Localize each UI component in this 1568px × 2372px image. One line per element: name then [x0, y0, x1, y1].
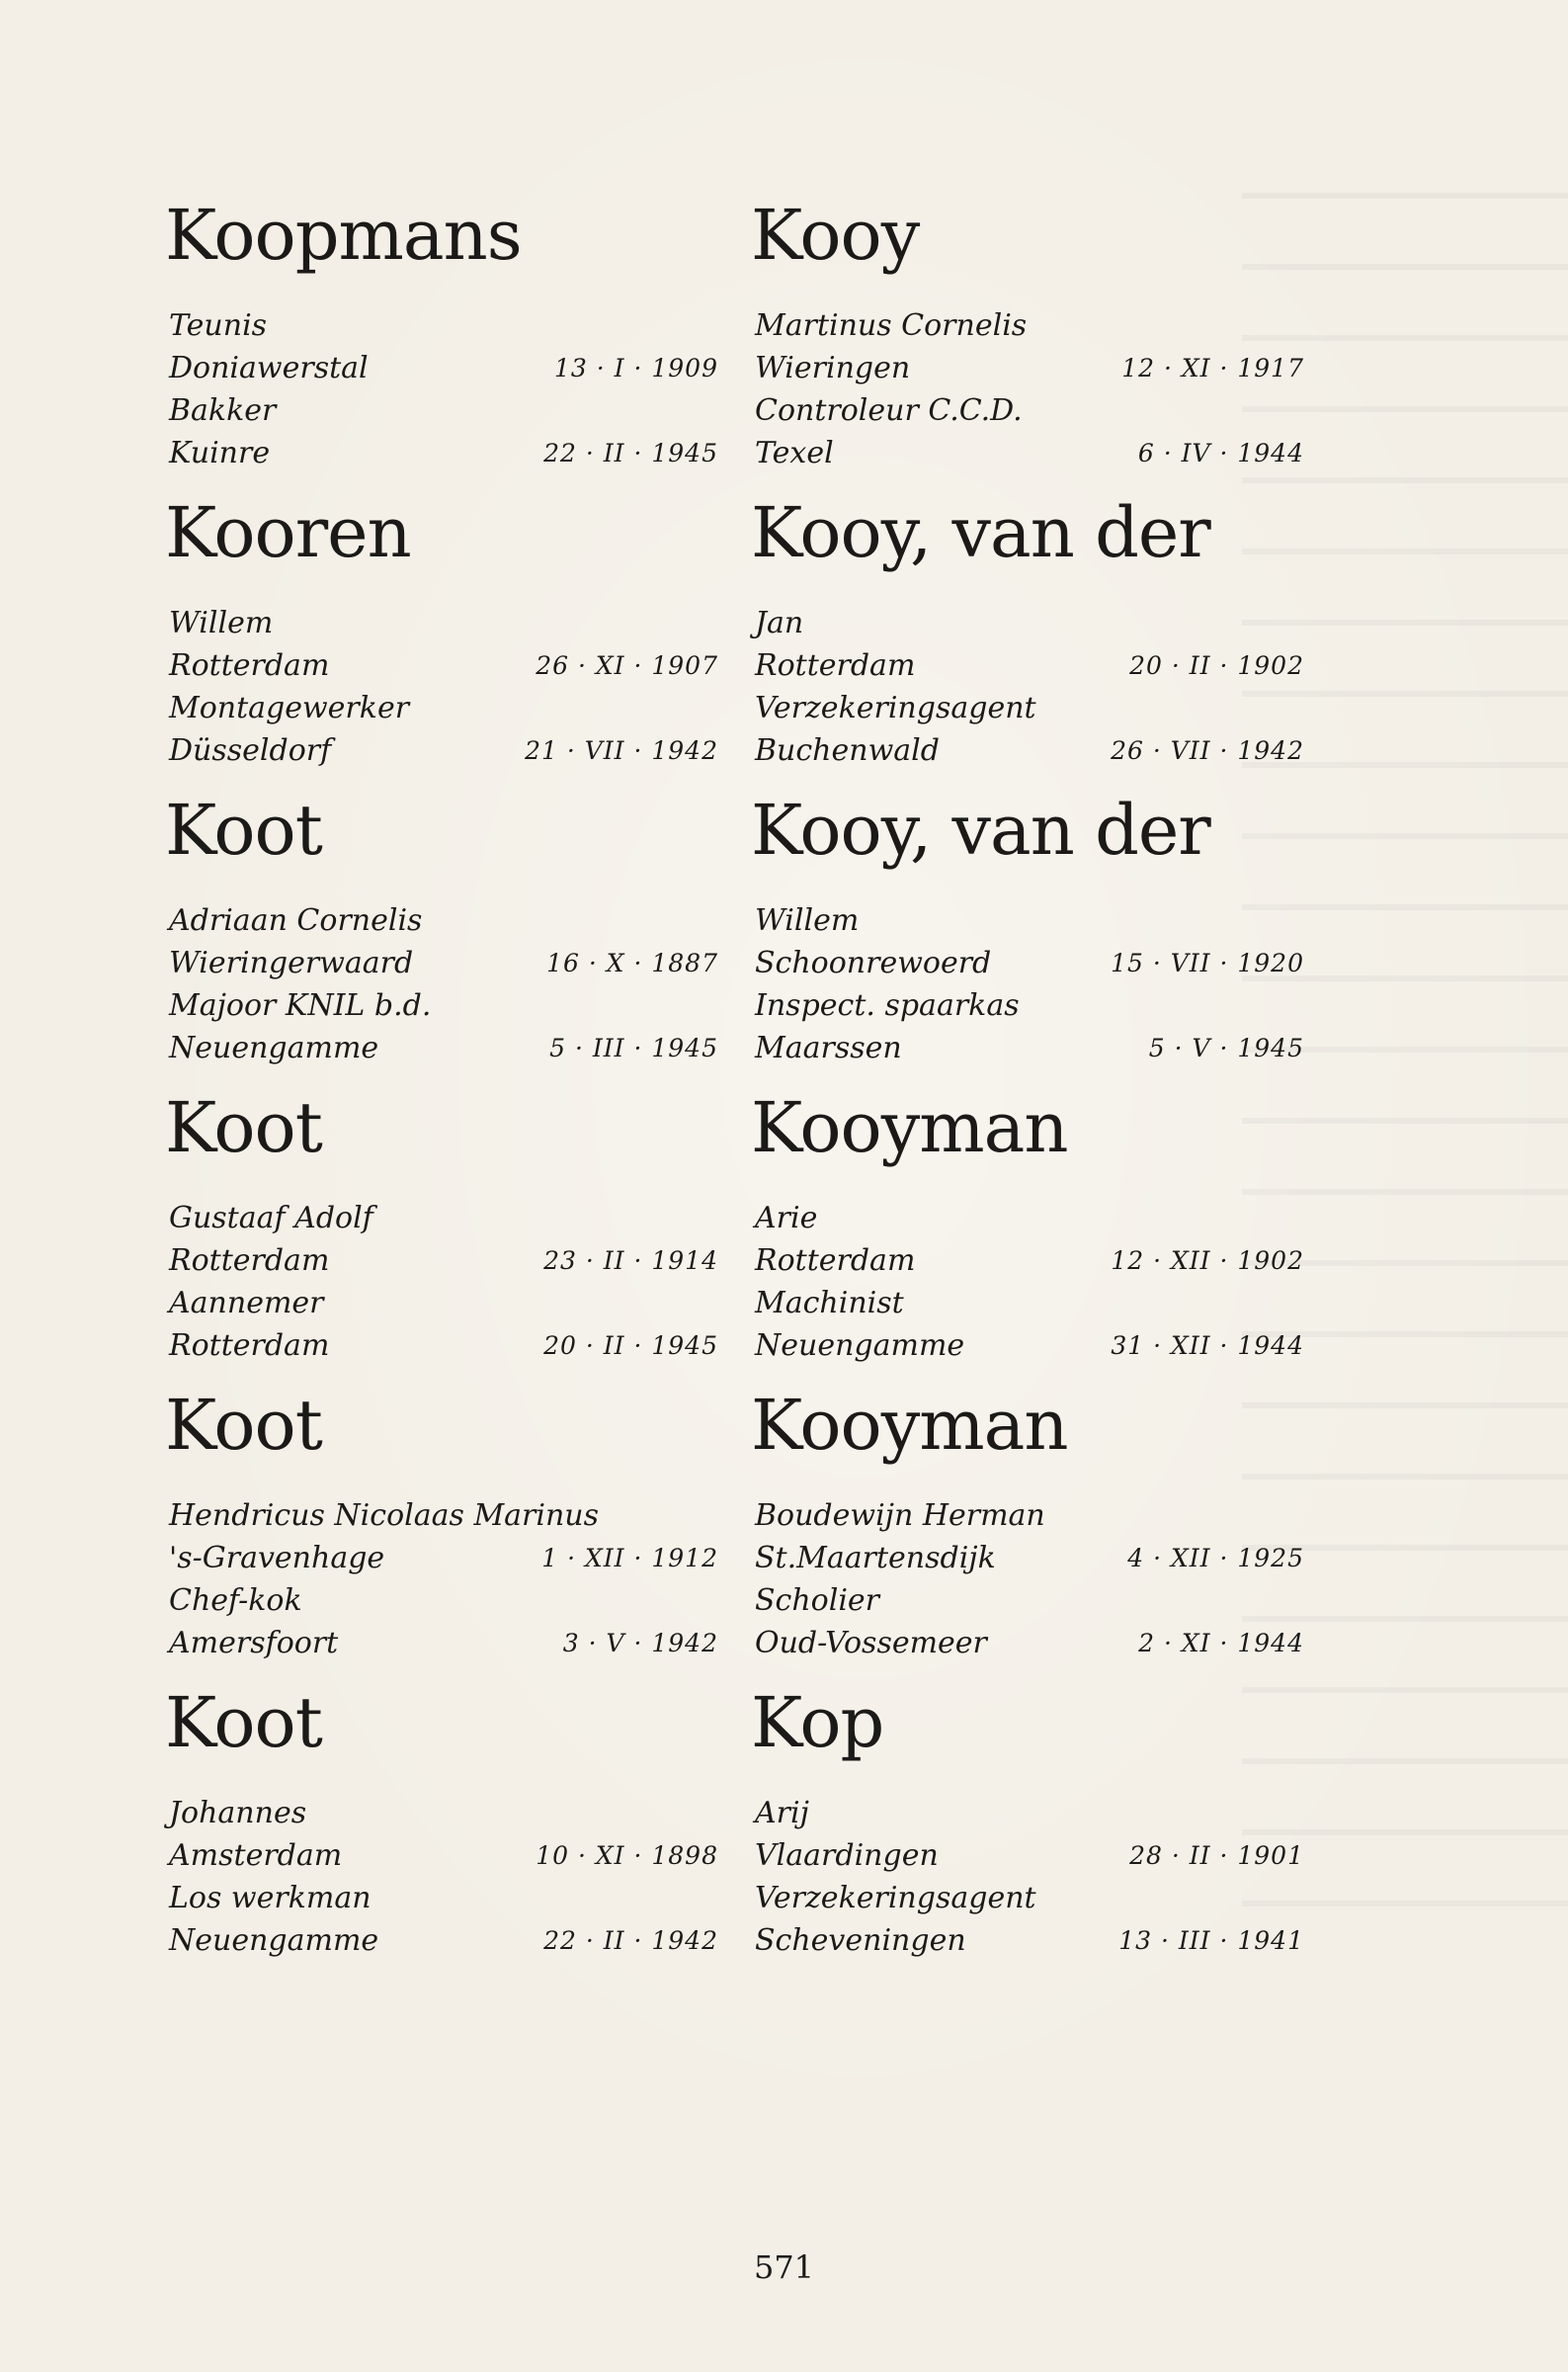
birth-date: 23 · II · 1914 — [543, 1246, 718, 1275]
entry — [751, 791, 1304, 1088]
occupation: Verzekeringsagent — [755, 691, 1036, 725]
entry-surname: Koot — [165, 790, 322, 871]
entry-birth — [165, 1834, 718, 1877]
entry-death — [165, 1919, 718, 1962]
entry-surname: Koot — [165, 1682, 322, 1763]
death-date: 22 · II · 1942 — [543, 1926, 718, 1955]
death-date: 31 · XII · 1944 — [1111, 1331, 1304, 1360]
place-of-death: Rotterdam — [169, 1328, 330, 1363]
entry-occupation — [165, 389, 718, 432]
birth-date: 12 · XII · 1902 — [1111, 1246, 1304, 1275]
entry-death — [751, 1622, 1304, 1664]
occupation: Bakker — [169, 393, 277, 428]
entry-given-names — [165, 1792, 718, 1834]
entry — [165, 196, 718, 493]
birth-date: 12 · XI · 1917 — [1121, 354, 1304, 382]
given-names: Arij — [755, 1796, 809, 1830]
death-date: 21 · VII · 1942 — [525, 736, 718, 765]
death-date: 5 · III · 1945 — [549, 1034, 718, 1062]
right-column — [751, 196, 1304, 1981]
occupation: Aannemer — [169, 1286, 324, 1320]
place-of-death: Düsseldorf — [169, 733, 332, 768]
entry-occupation — [165, 1579, 718, 1622]
entry-given-names — [165, 304, 718, 347]
entry-death — [165, 1027, 718, 1069]
occupation: Inspect. spaarkas — [755, 988, 1020, 1023]
entry-birth — [165, 942, 718, 984]
entry-given-names — [751, 1197, 1304, 1239]
place-of-death: Buchenwald — [755, 733, 940, 768]
place-of-death: Scheveningen — [755, 1923, 966, 1958]
birthplace: Amsterdam — [169, 1838, 343, 1873]
occupation: Controleur C.C.D. — [755, 393, 1023, 428]
entry — [165, 1088, 718, 1386]
entry-occupation — [165, 1877, 718, 1919]
entry — [751, 1683, 1304, 1981]
death-date: 22 · II · 1945 — [543, 439, 718, 467]
death-date: 3 · V · 1942 — [562, 1629, 718, 1657]
occupation: Majoor KNIL b.d. — [169, 988, 432, 1023]
entry-occupation — [165, 1282, 718, 1324]
entry — [751, 1386, 1304, 1683]
given-names: Boudewijn Herman — [755, 1498, 1045, 1533]
entry-birth — [751, 644, 1304, 687]
given-names: Adriaan Cornelis — [169, 903, 423, 938]
death-date: 6 · IV · 1944 — [1137, 439, 1304, 467]
birthplace: Rotterdam — [755, 648, 916, 683]
entry-surname: Kop — [751, 1682, 884, 1763]
entry — [165, 1386, 718, 1683]
entry-occupation — [751, 687, 1304, 729]
entry-death — [751, 432, 1304, 474]
entry-occupation — [751, 1877, 1304, 1919]
place-of-death: Neuengamme — [169, 1923, 379, 1958]
entry-given-names — [751, 1792, 1304, 1834]
given-names: Johannes — [169, 1796, 307, 1830]
left-column — [165, 196, 718, 1981]
entry — [165, 1683, 718, 1981]
birth-date: 1 · XII · 1912 — [541, 1544, 718, 1572]
given-names: Martinus Cornelis — [755, 308, 1028, 343]
place-of-death: Texel — [755, 436, 834, 470]
entry-surname: Kooy, van der — [751, 790, 1210, 871]
given-names: Willem — [755, 903, 860, 938]
entry-occupation — [751, 984, 1304, 1027]
birthplace: Wieringerwaard — [169, 946, 414, 980]
birthplace: Schoonrewoerd — [755, 946, 992, 980]
entry-given-names — [165, 1197, 718, 1239]
entry-death — [165, 1324, 718, 1367]
entry-surname: Koot — [165, 1087, 322, 1168]
given-names: Arie — [755, 1201, 818, 1235]
birth-date: 28 · II · 1901 — [1129, 1841, 1304, 1870]
death-date: 5 · V · 1945 — [1148, 1034, 1304, 1062]
death-date: 20 · II · 1945 — [543, 1331, 718, 1360]
entry-birth — [165, 347, 718, 389]
entry-given-names — [751, 1494, 1304, 1537]
death-date: 13 · III · 1941 — [1118, 1926, 1304, 1955]
given-names: Willem — [169, 606, 274, 640]
entry-occupation — [165, 687, 718, 729]
occupation: Los werkman — [169, 1881, 371, 1915]
birthplace: Doniawerstal — [169, 351, 369, 385]
entry-given-names — [165, 1494, 718, 1537]
entry-given-names — [751, 304, 1304, 347]
entry-birth — [751, 942, 1304, 984]
occupation: Machinist — [755, 1286, 904, 1320]
birth-date: 13 · I · 1909 — [554, 354, 718, 382]
birthplace: Wieringen — [755, 351, 911, 385]
birth-date: 16 · X · 1887 — [546, 949, 718, 977]
place-of-death: Oud-Vossemeer — [755, 1626, 987, 1660]
entry-surname: Koopmans — [165, 195, 522, 276]
entry-birth — [165, 644, 718, 687]
entry-birth — [751, 1239, 1304, 1282]
death-date: 2 · XI · 1944 — [1138, 1629, 1304, 1657]
birthplace: Rotterdam — [169, 648, 330, 683]
entry — [165, 493, 718, 791]
birthplace: 's-Gravenhage — [169, 1541, 385, 1575]
place-of-death: Neuengamme — [169, 1031, 379, 1065]
entry-surname: Kooy — [751, 195, 920, 276]
entry-occupation — [165, 984, 718, 1027]
birth-date: 10 · XI · 1898 — [536, 1841, 718, 1870]
entry-surname: Kooren — [165, 492, 411, 573]
entry-death — [165, 729, 718, 772]
entry-occupation — [751, 1579, 1304, 1622]
entry-surname: Kooyman — [751, 1385, 1068, 1466]
birthplace: Rotterdam — [169, 1243, 330, 1278]
place-of-death: Neuengamme — [755, 1328, 965, 1363]
birth-date: 4 · XII · 1925 — [1127, 1544, 1304, 1572]
given-names: Teunis — [169, 308, 268, 343]
place-of-death: Kuinre — [169, 436, 271, 470]
birth-date: 20 · II · 1902 — [1129, 651, 1304, 680]
entry-death — [751, 1324, 1304, 1367]
birthplace: Rotterdam — [755, 1243, 916, 1278]
entry-death — [751, 729, 1304, 772]
given-names: Jan — [755, 606, 804, 640]
entry-occupation — [751, 1282, 1304, 1324]
place-of-death: Maarssen — [755, 1031, 902, 1065]
entry-occupation — [751, 389, 1304, 432]
entry-death — [165, 432, 718, 474]
entry-death — [751, 1919, 1304, 1962]
occupation: Chef-kok — [169, 1583, 302, 1618]
birthplace: St.Maartensdijk — [755, 1541, 996, 1575]
entry-given-names — [751, 602, 1304, 644]
entry-death — [165, 1622, 718, 1664]
entry-given-names — [751, 899, 1304, 942]
entry-birth — [165, 1537, 718, 1579]
birthplace: Vlaardingen — [755, 1838, 939, 1873]
occupation: Montagewerker — [169, 691, 410, 725]
entry — [165, 791, 718, 1088]
birth-date: 26 · XI · 1907 — [536, 651, 718, 680]
entry-surname: Kooyman — [751, 1087, 1068, 1168]
death-date: 26 · VII · 1942 — [1111, 736, 1304, 765]
entry-death — [751, 1027, 1304, 1069]
entry-birth — [751, 1537, 1304, 1579]
birth-date: 15 · VII · 1920 — [1111, 949, 1304, 977]
entry-birth — [751, 1834, 1304, 1877]
entry-birth — [751, 347, 1304, 389]
entry-given-names — [165, 602, 718, 644]
entry-surname: Kooy, van der — [751, 492, 1210, 573]
page-number: 571 — [753, 2248, 815, 2286]
given-names: Gustaaf Adolf — [169, 1201, 373, 1235]
occupation: Verzekeringsagent — [755, 1881, 1036, 1915]
place-of-death: Amersfoort — [169, 1626, 339, 1660]
entry — [751, 1088, 1304, 1386]
entry — [751, 493, 1304, 791]
given-names: Hendricus Nicolaas Marinus — [169, 1498, 600, 1533]
occupation: Scholier — [755, 1583, 880, 1618]
entry-surname: Koot — [165, 1385, 322, 1466]
entry-given-names — [165, 899, 718, 942]
entry-birth — [165, 1239, 718, 1282]
entry — [751, 196, 1304, 493]
